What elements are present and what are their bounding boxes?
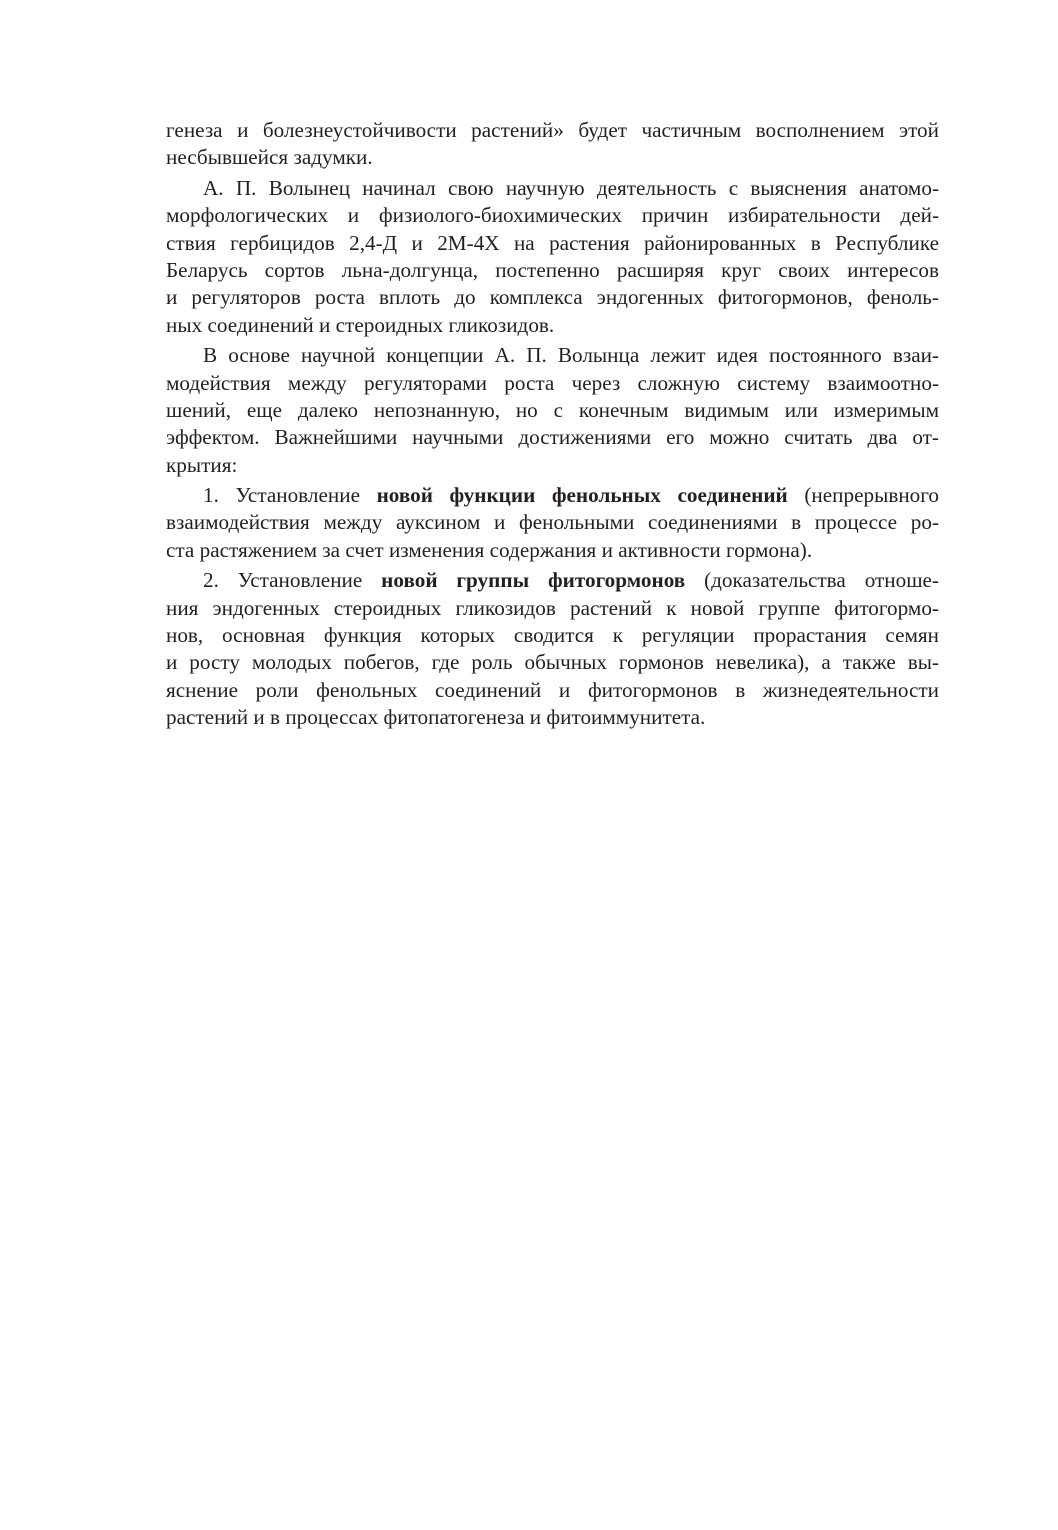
bold-term: новой функции фенольных соединений: [376, 483, 788, 508]
text-line: ствия гербицидов 2,4-Д и 2М-4Х на растения районированных в Республике: [166, 230, 939, 255]
text-line: яснение роли фенольных соединений и фитогормонов в жизнедеятельности: [166, 677, 939, 702]
text-line: морфологических и физиолого-биохимических причин избирательности дей-: [166, 203, 939, 228]
text-line: [166, 482, 939, 509]
paragraph-discovery-2: [166, 567, 939, 731]
text-run: 1. Установление: [203, 483, 377, 508]
text-line: нов, основная функция которых сводится к регуляции прорастания семян: [166, 623, 939, 648]
text-line: взаимодействия между ауксином и фенольными соединениями в процессе ро-: [166, 510, 939, 535]
text-line: шений, еще далеко непознанную, но с конечным видимым или измеримым: [166, 397, 939, 422]
text-line: ния эндогенных стероидных гликозидов растений к новой группе фитогормо-: [166, 595, 939, 620]
text-line: эффектом. Важнейшими научными достижениями его можно считать два от-: [166, 425, 939, 450]
paragraph-concept: [166, 342, 939, 479]
text-run: 2. Установление: [203, 568, 382, 593]
text-line: и росту молодых побегов, где роль обычных гормонов невелика), а также вы-: [166, 650, 939, 675]
text-line: В основе научной концепции А. П. Волынца лежит идея постоянного взаи-: [203, 343, 939, 368]
paragraph-continuation: [166, 117, 939, 172]
text-line: [166, 567, 939, 594]
text-line: ных соединений и стероидных гликозидов.: [166, 312, 555, 337]
document-page: [166, 117, 939, 735]
paragraph-discovery-1: [166, 482, 939, 564]
text-line: генеза и болезнеустойчивости растений» будет частичным восполнением этой: [166, 118, 939, 142]
text-line: крытия:: [166, 452, 238, 477]
text-line: несбывшейся задумки.: [166, 145, 373, 170]
text-run: (доказательства отноше-: [685, 568, 939, 593]
text-line: и регуляторов роста вплоть до комплекса эндогенных фитогормонов, феноль-: [166, 285, 939, 310]
text-line: ста растяжением за счет изменения содержания и активности гормона).: [166, 537, 813, 562]
text-line: А. П. Волынец начинал свою научную деятельность с выяснения анатомо-: [203, 175, 939, 200]
text-line: растений и в процессах фитопатогенеза и фитоиммунитета.: [166, 705, 706, 730]
paragraph-research-start: [166, 175, 939, 339]
bold-term: новой группы фитогормонов: [381, 568, 686, 593]
text-run: (непрерывного: [787, 483, 940, 508]
text-line: модействия между регуляторами роста через сложную систему взаимоотно-: [166, 370, 939, 395]
text-line: Беларусь сортов льна-долгунца, постепенно расширяя круг своих интересов: [166, 257, 939, 282]
